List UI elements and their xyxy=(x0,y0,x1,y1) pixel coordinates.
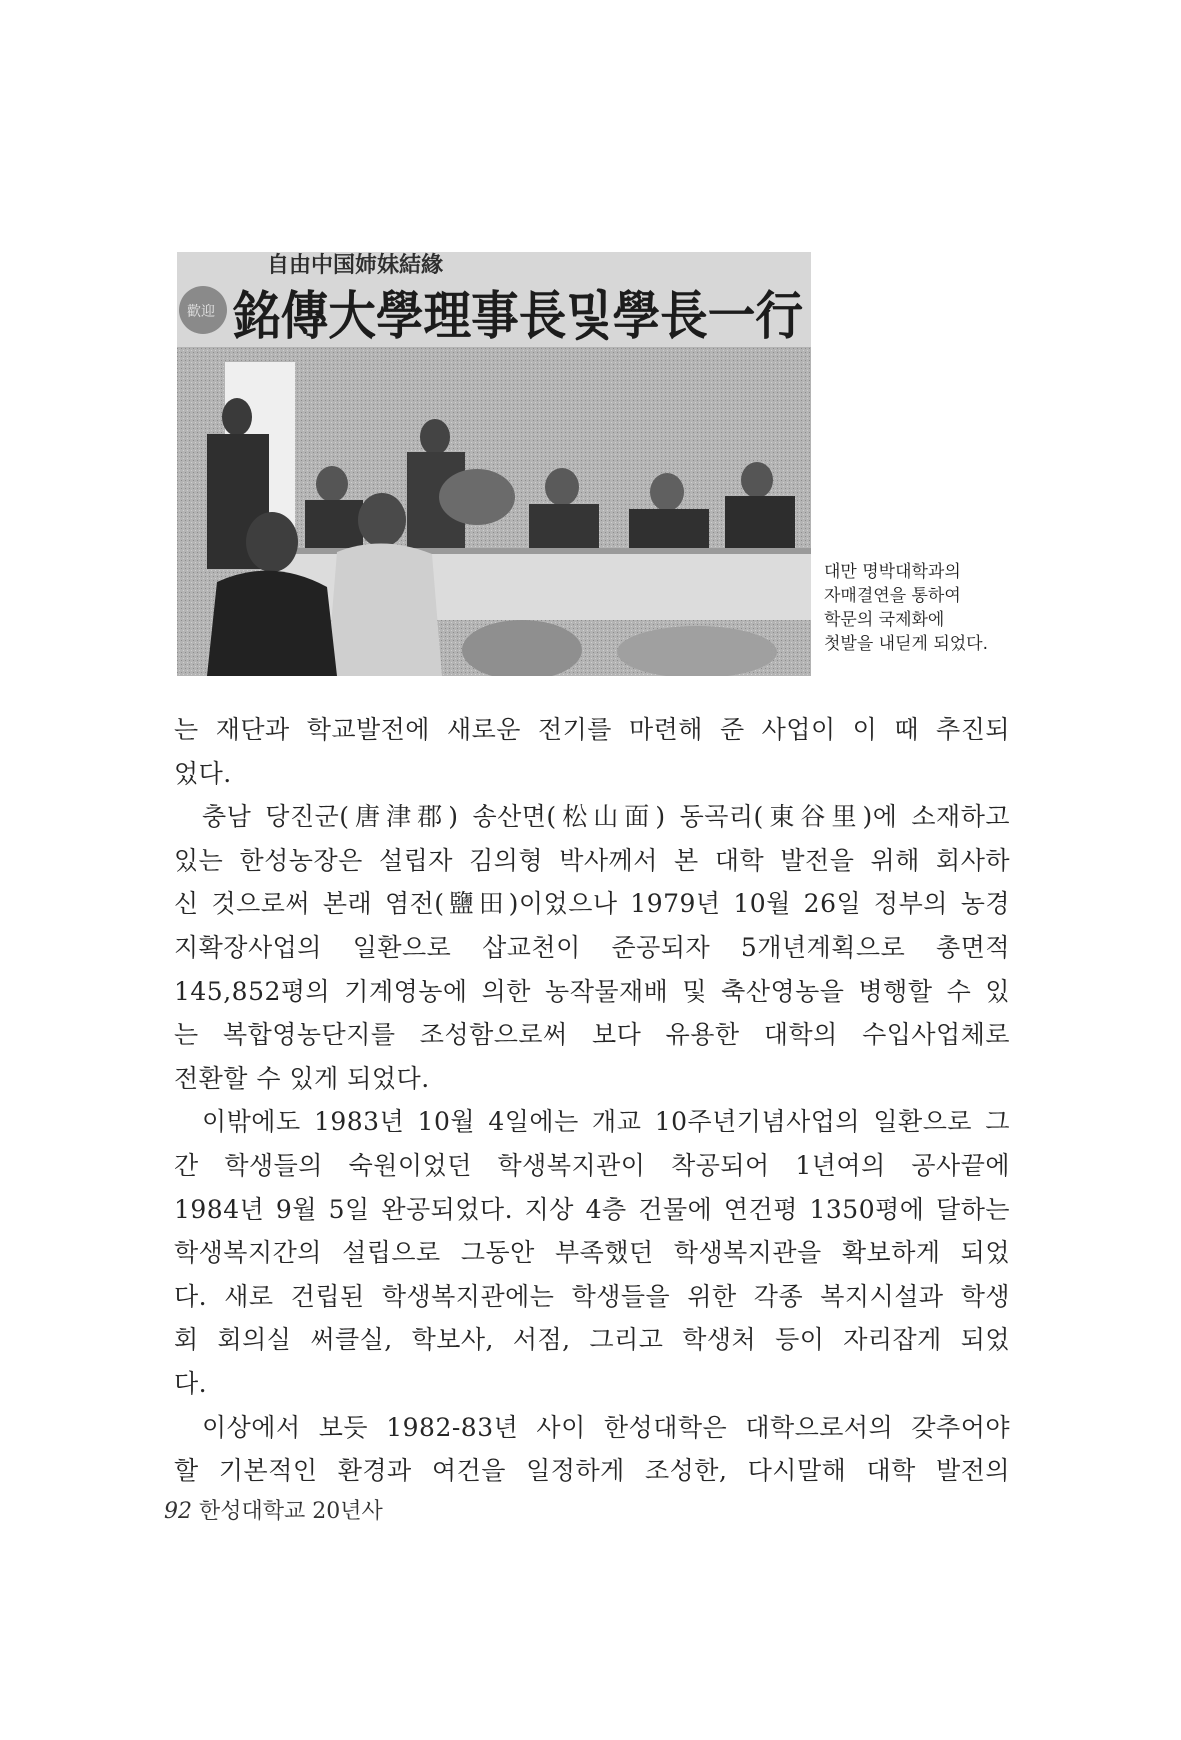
text-line: 할 기본적인 환경과 여건을 일정하게 조성한, 다시말해 대학 발전의 xyxy=(174,1456,1010,1486)
caption-line: 학문의 국제화에 xyxy=(824,610,945,630)
text-line: 는 재단과 학교발전에 새로운 전기를 마련해 준 사업이 이 때 추진되 xyxy=(174,715,1010,744)
caption-line: 자매결연을 통하여 xyxy=(824,586,961,606)
text-line: 학생복지간의 설립으로 그동안 부족했던 학생복지관을 확보하게 되었 xyxy=(174,1238,1010,1268)
text-line: 는 복합영농단지를 조성함으로써 보다 유용한 대학의 수입사업체로 xyxy=(174,1020,1010,1050)
caption-line: 대만 명박대학과의 xyxy=(824,562,961,582)
text-line: 회 회의실 써클실, 학보사, 서점, 그리고 학생처 등이 자리잡게 되었 xyxy=(174,1325,1010,1355)
banner-top-text: 自由中国姉妹結緣 xyxy=(267,252,444,278)
text-line: 었다. xyxy=(174,758,232,788)
text-line: 충남 당진군(唐津郡) 송산면(松山面) 동곡리(東谷里)에 소재하고 xyxy=(202,802,1010,832)
text-line: 이밖에도 1983년 10월 4일에는 개교 10주년기념사업의 일환으로 그 xyxy=(202,1107,1010,1137)
text-line: 간 학생들의 숙원이었던 학생복지관이 착공되어 1년여의 공사끝에 xyxy=(174,1150,1010,1180)
text-line: 145,852평의 기계영농에 의한 농작물재배 및 축산영농을 병행할 수 있 xyxy=(174,976,1010,1006)
photo-image xyxy=(177,252,811,676)
banner-seal-text: 歡迎 xyxy=(187,304,215,320)
book-title: 한성대학교 20년사 xyxy=(199,1499,383,1524)
banner-main-text: 銘傳大學理事長및學長一行 xyxy=(232,286,803,347)
caption-line: 첫발을 내딛게 되었다. xyxy=(824,634,989,654)
text-line: 1984년 9월 5일 완공되었다. 지상 4층 건물에 연건평 1350평에 달하는 xyxy=(174,1194,1010,1224)
text-line: 전환할 수 있게 되었다. xyxy=(174,1063,430,1093)
page-number: 92 xyxy=(164,1499,192,1524)
text-line: 다. 새로 건립된 학생복지관에는 학생들을 위한 각종 복지시설과 학생 xyxy=(174,1281,1010,1311)
event-photo xyxy=(177,252,811,676)
text-line: 있는 한성농장은 설립자 김의형 박사께서 본 대학 발전을 위해 회사하 xyxy=(174,845,1010,875)
text-line: 지확장사업의 일환으로 삽교천이 준공되자 5개년계획으로 총면적 xyxy=(174,932,1010,962)
photo-caption xyxy=(824,560,1024,656)
text-line: 신 것으로써 본래 염전(鹽田)이었으나 1979년 10월 26일 정부의 농경 xyxy=(174,889,1010,919)
body-text xyxy=(174,708,1010,1493)
text-line: 이상에서 보듯 1982-83년 사이 한성대학은 대학으로서의 갖추어야 xyxy=(202,1412,1010,1442)
page-footer xyxy=(164,1494,383,1525)
text-line: 다. xyxy=(174,1368,208,1398)
